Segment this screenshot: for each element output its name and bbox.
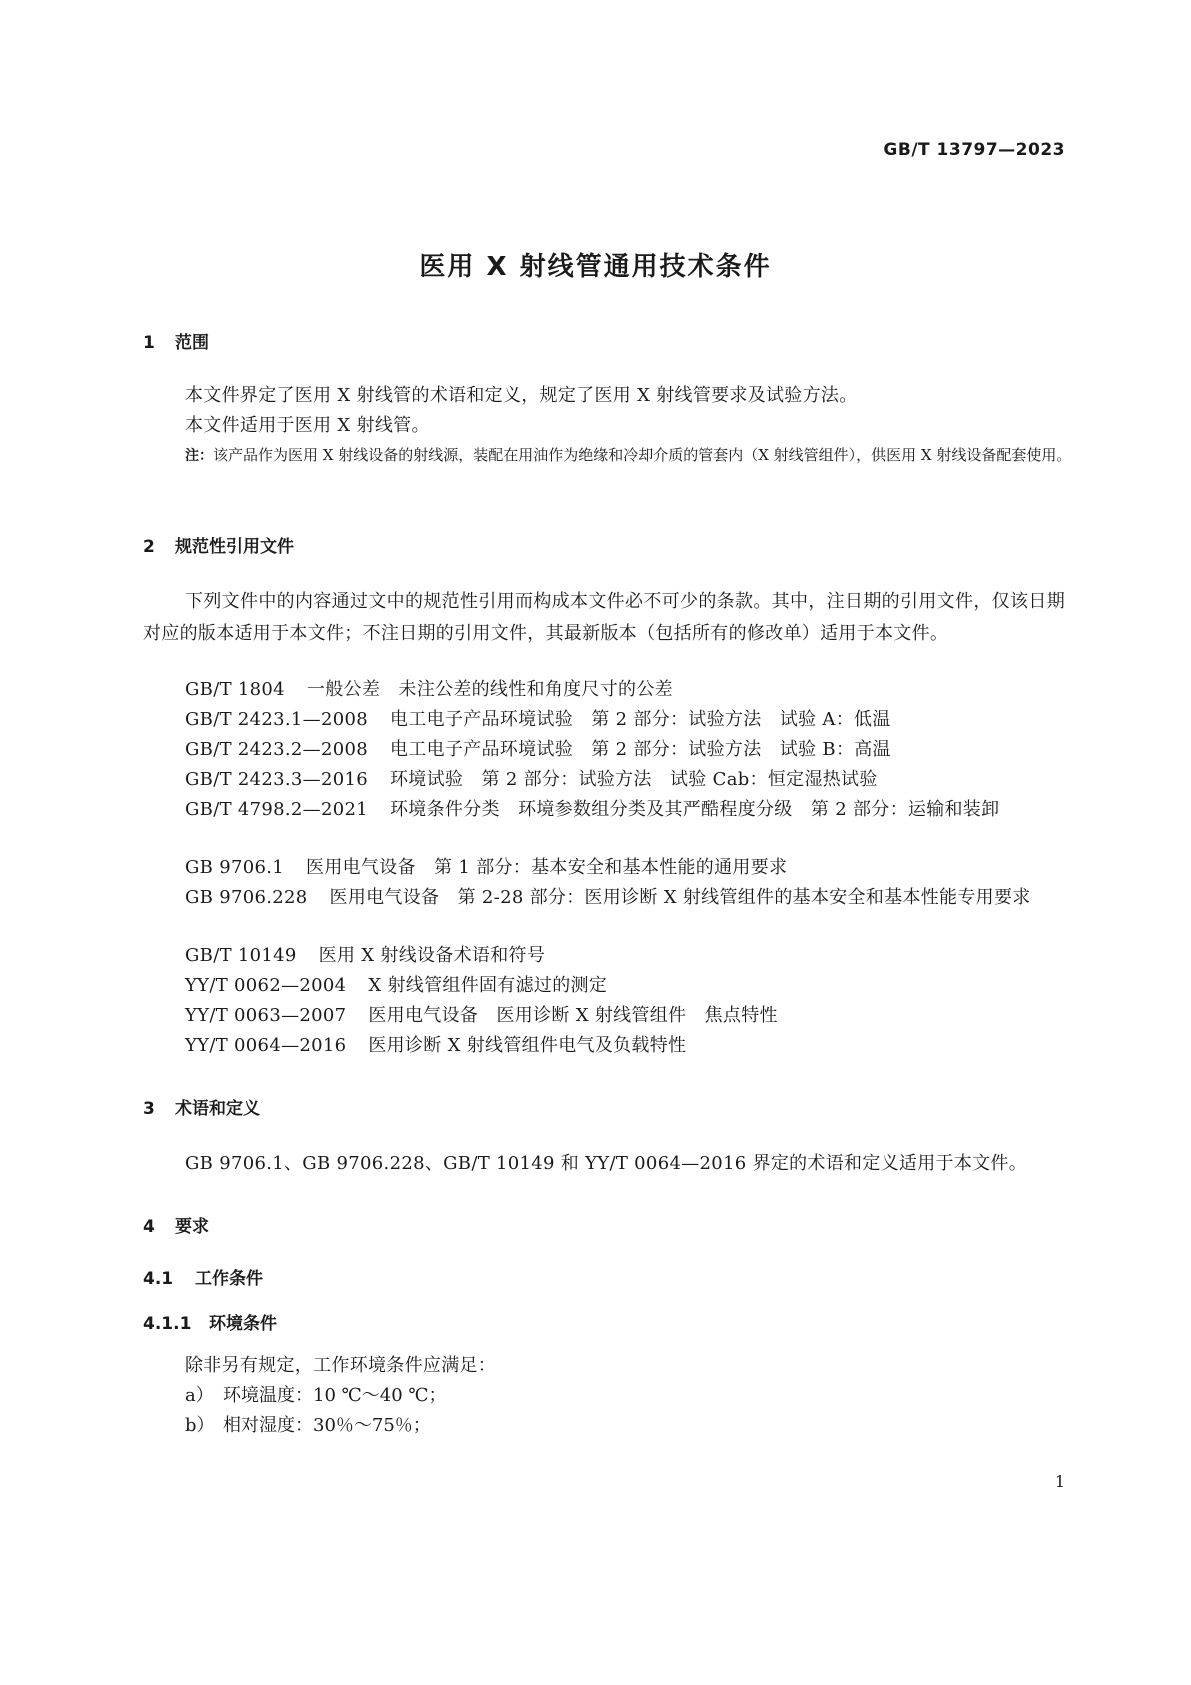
reference-code: GB 9706.228 xyxy=(185,887,308,908)
list-text: 环境温度：10 ℃～40 ℃； xyxy=(223,1385,447,1406)
note-text: 该产品作为医用 X 射线设备的射线源，装配在用油作为绝缘和冷却介质的管套内（X 射线管组件），供医用 X 射线设备配套使用。 xyxy=(213,446,1072,464)
section-1-paragraph-1: 本文件界定了医用 X 射线管的术语和定义，规定了医用 X 射线管要求及试验方法。 xyxy=(185,385,858,406)
reference-item xyxy=(143,674,1065,706)
section-number: 3 xyxy=(143,1099,155,1119)
reference-title: 医用电气设备 第 1 部分：基本安全和基本性能的通用要求 xyxy=(306,857,788,878)
page-number: 1 xyxy=(1054,1472,1065,1491)
list-text: 相对湿度：30％～75％； xyxy=(223,1415,431,1436)
reference-title: X 射线管组件固有滤过的测定 xyxy=(368,975,608,996)
reference-code: GB/T 10149 xyxy=(185,945,297,966)
reference-item xyxy=(143,882,1065,914)
reference-title: 医用电气设备 第 2-28 部分：医用诊断 X 射线管组件的基本安全和基本性能专用要求 xyxy=(329,887,1031,908)
reference-code: YY/T 0063—2007 xyxy=(185,1005,347,1026)
reference-title: 电工电子产品环境试验 第 2 部分：试验方法 试验 A：低温 xyxy=(390,709,891,730)
reference-item xyxy=(143,734,1065,766)
reference-code: YY/T 0064—2016 xyxy=(185,1035,347,1056)
list-item xyxy=(185,1410,431,1442)
standard-code: GB/T 13797—2023 xyxy=(883,140,1065,160)
reference-title: 医用电气设备 医用诊断 X 射线管组件 焦点特性 xyxy=(368,1005,778,1026)
reference-code: GB/T 4798.2—2021 xyxy=(185,799,368,820)
section-number: 4 xyxy=(143,1217,155,1237)
reference-item xyxy=(143,852,1065,884)
section-title: 环境条件 xyxy=(209,1314,277,1334)
reference-item xyxy=(143,764,1065,796)
section-number: 1 xyxy=(143,333,155,353)
section-number: 4.1 xyxy=(143,1269,174,1289)
reference-title: 医用诊断 X 射线管组件电气及负载特性 xyxy=(368,1035,687,1056)
section-number: 4.1.1 xyxy=(143,1314,192,1334)
reference-code: GB/T 2423.1—2008 xyxy=(185,709,368,730)
section-title: 要求 xyxy=(175,1217,209,1237)
reference-code: GB 9706.1 xyxy=(185,857,285,878)
section-3-heading xyxy=(143,1094,260,1119)
reference-code: GB/T 1804 xyxy=(185,679,285,700)
reference-code: YY/T 0062—2004 xyxy=(185,975,347,996)
reference-item xyxy=(143,1000,1065,1032)
reference-title: 环境条件分类 环境参数组分类及其严酷程度分级 第 2 部分：运输和装卸 xyxy=(390,799,1000,820)
reference-item xyxy=(143,794,1065,826)
reference-code: GB/T 2423.3—2016 xyxy=(185,769,368,790)
list-marker: b） xyxy=(185,1415,215,1436)
section-2-intro: 下列文件中的内容通过文中的规范性引用而构成本文件必不可少的条款。其中，注日期的引用文件，仅该日期对应的版本适用于本文件；不注日期的引用文件，其最新版本（包括所有的修改单）适用于本文件。 xyxy=(143,591,1065,644)
note-label: 注： xyxy=(185,448,213,464)
section-4-heading xyxy=(143,1212,209,1237)
document-title: 医用 X 射线管通用技术条件 xyxy=(419,252,772,282)
reference-title: 一般公差 未注公差的线性和角度尺寸的公差 xyxy=(306,679,673,700)
list-item xyxy=(185,1380,447,1412)
section-3-paragraph: GB 9706.1、GB 9706.228、GB/T 10149 和 YY/T 0064—2016 界定的术语和定义适用于本文件。 xyxy=(185,1153,1028,1174)
list-marker: a） xyxy=(185,1385,214,1406)
section-1-note xyxy=(185,441,1101,470)
subsection-4-1-1-heading xyxy=(143,1309,277,1334)
section-2-heading xyxy=(143,532,294,557)
section-number: 2 xyxy=(143,537,155,557)
reference-code: GB/T 2423.2—2008 xyxy=(185,739,368,760)
subsection-4-1-heading xyxy=(143,1264,263,1289)
section-title: 工作条件 xyxy=(195,1269,263,1289)
reference-item xyxy=(143,704,1065,736)
section-1-paragraph-2: 本文件适用于医用 X 射线管。 xyxy=(185,415,430,436)
environment-intro: 除非另有规定，工作环境条件应满足： xyxy=(185,1355,497,1376)
reference-title: 环境试验 第 2 部分：试验方法 试验 Cab：恒定湿热试验 xyxy=(390,769,878,790)
reference-item xyxy=(143,940,1065,972)
section-1-heading xyxy=(143,328,209,353)
reference-item xyxy=(143,970,1065,1002)
reference-title: 医用 X 射线设备术语和符号 xyxy=(318,945,546,966)
reference-title: 电工电子产品环境试验 第 2 部分：试验方法 试验 B：高温 xyxy=(390,739,891,760)
section-title: 术语和定义 xyxy=(175,1099,260,1119)
reference-item xyxy=(143,1030,1065,1062)
section-title: 范围 xyxy=(175,333,209,353)
section-title: 规范性引用文件 xyxy=(175,537,294,557)
